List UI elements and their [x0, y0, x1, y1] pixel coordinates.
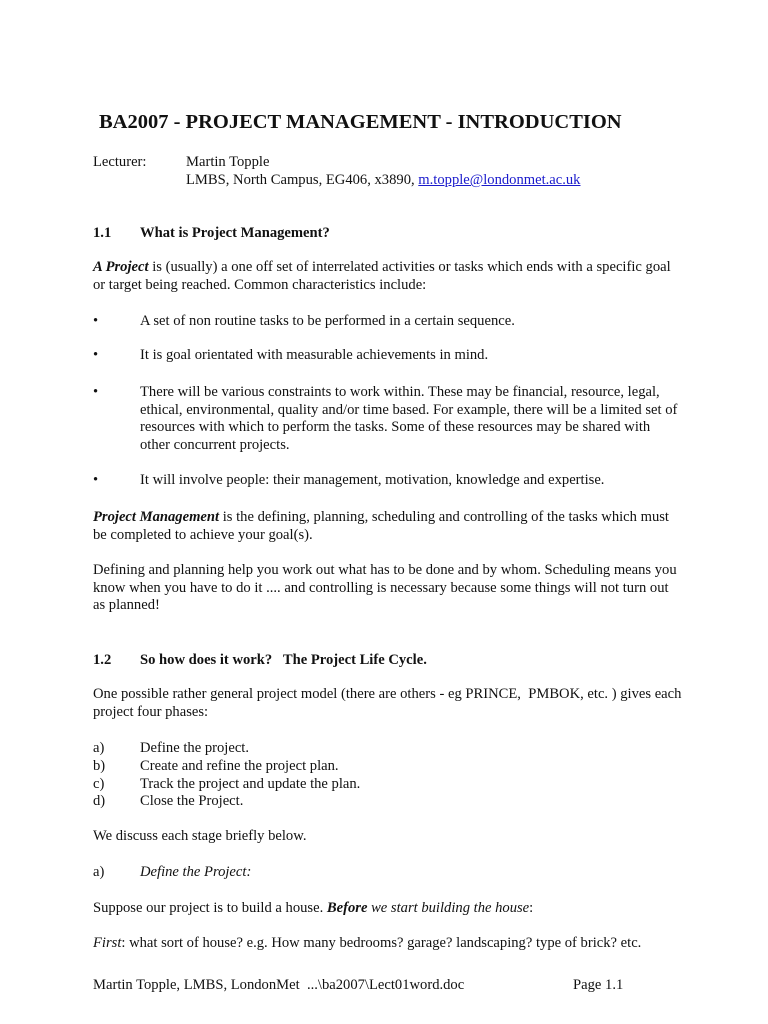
suppose-paragraph [93, 899, 533, 917]
first-text: : what sort of house? e.g. How many bedrooms? garage? landscaping? type of brick? etc. [121, 935, 642, 951]
section-2-number: 1.2 [93, 652, 112, 668]
bullet-item: A set of non routine tasks to be performed in a certain sequence. [140, 313, 515, 329]
suppose-italic: we start building the house [367, 900, 530, 916]
project-definition-text: is (usually) a one off set of interrelated activities or tasks which ends with a specific goal or target being reached. Common characteristics include: [93, 259, 671, 293]
bullet-item: It will involve people: their management, motivation, knowledge and expertise. [140, 472, 605, 488]
discuss-line: We discuss each stage briefly below. [93, 828, 307, 844]
first-paragraph [93, 934, 641, 952]
project-term: A Project [93, 259, 149, 275]
phase-letter: d) [93, 793, 106, 809]
phase-text: Create and refine the project plan. [140, 758, 339, 774]
subsection-a-heading [140, 863, 251, 881]
section-2-heading: So how does it work? The Project Life Cycle. [140, 652, 427, 668]
lecturer-name: Martin Topple [186, 154, 270, 170]
phase-text: Track the project and update the plan. [140, 776, 361, 792]
phase-text: Define the project. [140, 740, 249, 756]
bullet-item: There will be various constraints to work within. These may be financial, resource, legal, ethical, environmental, quality and/or time based. For example, there will be a limited set of resources with which to perform the tasks. Some of these resources may be shared with other concurrent projects. [140, 384, 678, 453]
suppose-prefix: Suppose our project is to build a house. [93, 900, 327, 916]
project-model-paragraph: One possible rather general project model (there are others - eg PRINCE, PMBOK, etc. ) gives each project four phases: [93, 686, 686, 720]
suppose-suffix: : [529, 900, 534, 916]
subsection-a-heading-text: Define the Project: [140, 864, 252, 880]
footer-page-number: Page 1.1 [573, 977, 624, 993]
phase-letter: b) [93, 758, 106, 774]
bullet-symbol: • [93, 347, 99, 363]
lecturer-label: Lecturer: [93, 154, 147, 170]
bullet-item: It is goal orientated with measurable achievements in mind. [140, 347, 489, 363]
bullet-symbol: • [93, 313, 99, 329]
bullet-symbol: • [93, 384, 99, 400]
defining-planning-paragraph: Defining and planning help you work out what has to be done and by whom. Scheduling means you know when you have to do it .... and controlling is necessary because some things will not turn out as planned! [93, 562, 677, 613]
subsection-a-letter: a) [93, 864, 105, 880]
section-1-number: 1.1 [93, 225, 112, 241]
project-management-paragraph [93, 509, 683, 544]
phase-letter: a) [93, 740, 105, 756]
page-title: BA2007 - PROJECT MANAGEMENT - INTRODUCTION [99, 111, 622, 133]
lecturer-address [186, 171, 580, 189]
section-1-heading: What is Project Management? [140, 225, 330, 241]
first-label: First [93, 935, 122, 951]
project-definition-paragraph [93, 259, 683, 294]
phase-letter: c) [93, 776, 105, 792]
bullet-symbol: • [93, 472, 99, 488]
lecturer-address-text: LMBS, North Campus, EG406, x3890, [186, 172, 415, 188]
lecturer-email-link[interactable]: m.topple@londonmet.ac.uk [418, 172, 581, 188]
project-management-term: Project Management [93, 509, 220, 525]
footer-left: Martin Topple, LMBS, LondonMet ...\ba2007\Lect01word.doc [93, 977, 465, 993]
project-management-text: is the defining, planning, scheduling and controlling of the tasks which must be completed to achieve your goal(s). [93, 509, 669, 543]
suppose-before: Before [326, 900, 368, 916]
phase-text: Close the Project. [140, 793, 244, 809]
